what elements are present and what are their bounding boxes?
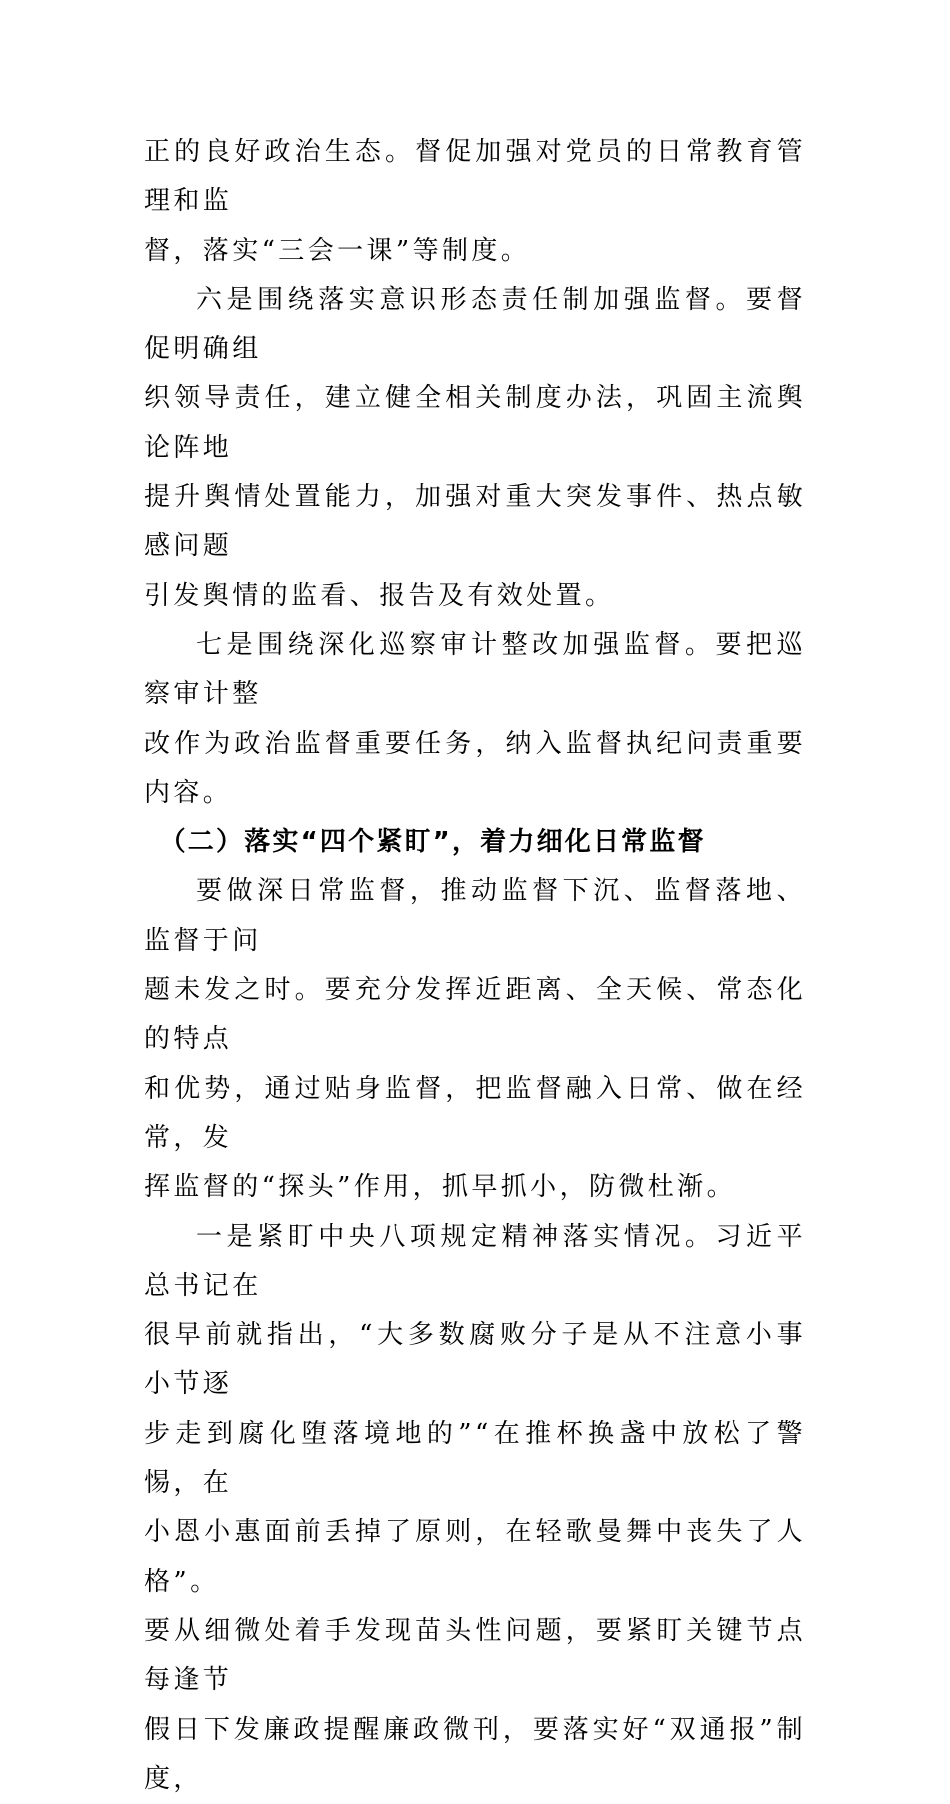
paragraph-daily-supervision: 要做深日常监督，推动监督下沉、监督落地、监督于问 题未发之时。要充分发挥近距离、全天候、常态化的特点 和优势，通过贴身监督，把监督融入日常、做在经常，发 挥监督的“探头”作用，抓早抓小，防微杜渐。: [144, 876, 806, 1203]
document-page: [144, 128, 806, 1804]
paragraph-continuation: 正的良好政治生态。督促加强对党员的日常教育管理和监 督，落实“三会一课”等制度。: [144, 137, 806, 266]
section-heading: （二）落实“四个紧盯”，着力细化日常监督: [159, 827, 706, 858]
paragraph-eight-rules: 一是紧盯中央八项规定精神落实情况。习近平总书记在 很早前就指出，“大多数腐败分子是从不注意小事小节逐 步走到腐化堕落境地的”“在推杯换盏中放松了警惕，在 小恩小惠面前丢掉了原则，在轻歌曼舞中丧失了人格”。 要从细微处着手发现苗头性问题，要紧盯关键节点每逢节 假日下发廉政提醒廉政微刊，要落实好“双通报”制度，: [144, 1221, 806, 1794]
paragraph-inspection-rectification: 七是围绕深化巡察审计整改加强监督。要把巡察审计整 改作为政治监督重要任务，纳入监督执纪问责重要内容。: [144, 629, 806, 808]
paragraph-ideology-supervision: 六是围绕落实意识形态责任制加强监督。要督促明确组 织领导责任，建立健全相关制度办法，巩固主流舆论阵地 提升舆情处置能力，加强对重大突发事件、热点敏感问题 引发舆情的监看、报告及有效处置。: [144, 284, 806, 611]
